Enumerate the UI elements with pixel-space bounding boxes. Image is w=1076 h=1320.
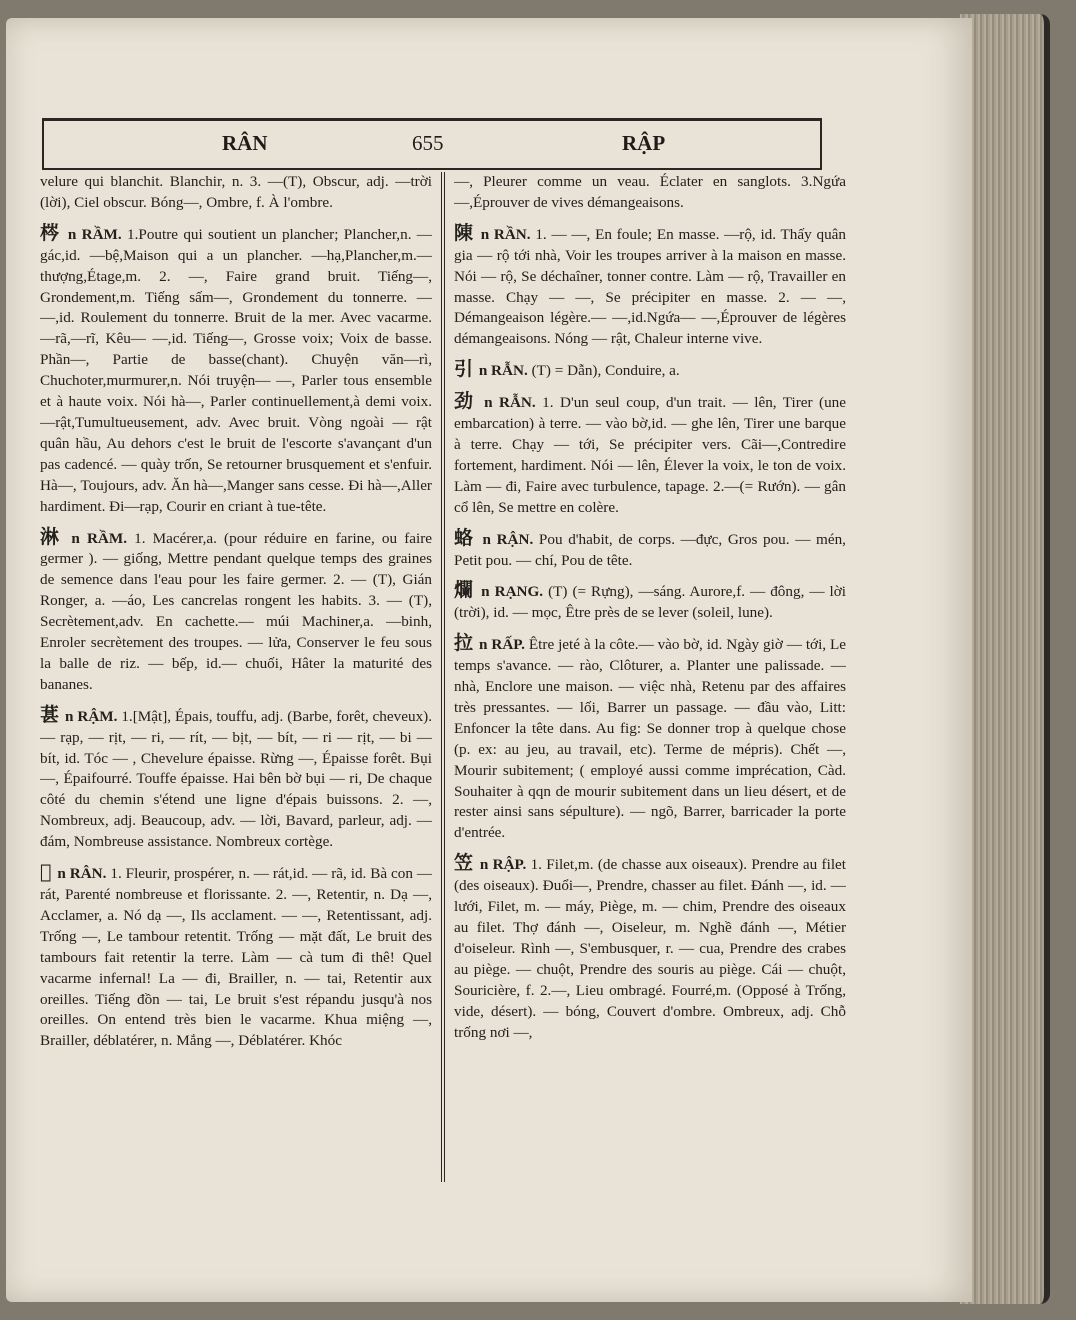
entry-text: 1. D'un seul coup, d'un trait. — lên, Tirer (une embarcation) à terre. — vào bờ,id. — ghe lên, Tirer une barque à terre. Chạy — tới, Se précipiter vers. Cãi—,Contredire fortement, hardiment. Nói — lên, Élever la voix, le ton de voix. Làm — đi, Faire avec turbulence, tapage. 2.—(= Rướn). — gân cổ lên, Se mettre en colère. (454, 394, 846, 516)
entry-character: 引 (454, 358, 474, 381)
page-edges (960, 14, 1050, 1304)
entry-text: 1. Macérer,a. (pour réduire en farine, ou faire germer ). — giống, Mettre pendant quelque temps des graines de semence dans l'eau pour les faire germer. 2. — (T), Gián Ronger, a. —áo, Les cancrelas rongent les habits. 3. — (T), Secrètement,adv. En cachette.— múi Machiner,a. —binh, Enroler secrètement des troupes. — lửa, Conserver le feu sous la balle de riz. — bếp, id.— chuối, Hâter la maturité des bananes. (40, 529, 432, 693)
entry-headword: n RẦM. (71, 529, 128, 547)
entry-character: 𠻃 (40, 861, 52, 884)
dictionary-entry (454, 853, 846, 1043)
header-right-word: RẬP (622, 131, 666, 155)
column-divider (441, 172, 445, 1182)
entry-character: 葚 (40, 703, 60, 726)
entry-headword: n RẬP. (479, 856, 527, 874)
entry-character: 蛒 (454, 526, 475, 549)
entry-character: 劲 (454, 390, 476, 413)
dictionary-entry (40, 527, 432, 696)
entry-headword: n RẦN. (480, 225, 531, 243)
entry-headword: n RÂN. (57, 865, 107, 883)
dictionary-entry (454, 359, 846, 382)
page-header (42, 118, 822, 170)
entry-character: 梣 (40, 221, 61, 244)
entry-character: 淋 (40, 525, 63, 548)
entry-text: Être jeté à la côte.— vào bờ, id. Ngày giờ — tới, Le temps s'avance. — rào, Clôturer, a. Planter une palissade. — nhà, Enclore une maison. — việc nhà, Retenu par des affaires très pressantes. — lối, Barrer un passage. — đầu vào, Litt: Enfoncer la tête dans. Au fig: Se donner trop à quelque chose (p. ex: au jeu, au travail, etc). Terme de mépris). Chết —, Mourir subitement; ( employé aussi comme imprécation, Càd. Souhaiter à qqn de mourir subitement dans un lieu désert, et de rester ainsi sans sépulture). — ngõ, Barrer, barricader la porte d'entrée. (454, 636, 846, 842)
left-continuation: velure qui blanchit. Blanchir, n. 3. —(T), Obscur, adj. —trời (lời), Ciel obscur. Bóng—, Ombre, f. À l'ombre. (40, 173, 432, 211)
entry-character: 拉 (454, 632, 474, 655)
dictionary-entry (454, 633, 846, 844)
dictionary-entry (40, 705, 432, 853)
entry-text: 1. — —, En foule; En masse. —rộ, id. Thấy quân gia — rộ tới nhà, Voir les troupes arriver à la maison en masse. Nói — rộ, Se déchaîner, tonner contre. Làm — rộ, Travailler en masse. Chạy — —, Se précipiter en masse. 2. — —, Démangeaison légère.— —,id.Ngứa— —,Éprouver de légères démangeaisons. Nóng — rật, Chaleur interne vive. (454, 225, 846, 348)
entry-text: Pou d'habit, de corps. —đực, Gros pou. — mén, Petit pou. — chí, Pou de tête. (454, 530, 846, 569)
entry-headword: n RẪN. (478, 362, 528, 380)
entry-text: 1.Poutre qui soutient un plancher; Plancher,n. —gác,id. —bệ,Maison qui a un plancher. —hạ,Plancher,m.—thượng,Étage,m. 2. —, Faire grand bruit. Tiếng—, Grondement,m. Tiếng sấm—, Grondement du tonnerre. — —,id. Roulement du tonnerre. Bruit de la mer. Avec vacarme. —rã,—rĩ, Kêu— —,id. Tiếng—, Grosse voix; Voix de basse. Phần—, Partie de basse(chant). Chuyện văn—rì, Chuchoter,murmurer,n. Nói truyện— —, Parler tous ensemble et à haute voix. Nói hà—, Parler continuellement,à demi voix.—rật,Tumultueusement, adv. Avec bruit. Vòng ngoài — rật quân hầu, Au dehors c'est le bruit de l'escorte s'avançant d'un pas cadencé. — quày trốn, Se retourner brusquement et s'enfuir. Hà—, Toujours, adv. Ăn hà—,Manger sans cesse. Đi hà—,Aller hardiment. Đi—rạp, Courir en criant à tue-tête. (40, 225, 432, 515)
right-continuation: —, Pleurer comme un veau. Éclater en sanglots. 3.Ngứa —,Éprouver de vives démangeaisons. (454, 173, 846, 211)
header-left-word: RÂN (222, 131, 268, 155)
entry-headword: n RẬM. (65, 707, 118, 725)
entry-text: (T) (= Rựng), —sáng. Aurore,f. — đông, — lời (trời), id. — mọc, Être près de se lever (soleil, lune). (454, 583, 846, 622)
dictionary-entry (40, 223, 432, 518)
entry-text: 1. Fleurir, prospérer, n. — rát,id. — rã, id. Bà con — rát, Parenté nombreuse et florissante. 2. —, Retentir, n. Dạ —, Acclamer, a. Nó dạ —, Ils acclament. — —, Retentissant, adj. Trống —, Le tambour retentit. Trống — mặt đất, Le bruit des tambours fait retentir la terre. Làm — cà tum đi thê! Quel vacarme infernal! La — đi, Brailler, n. — tai, Retentir aux oreilles. Tiếng đồn — tai, Le bruit s'est répandu jusqu'à nos oreilles. On entend très bien le vacarme. Khua miệng —, Brailler, déblatérer, n. Mắng —, Déblatérer. Khóc (40, 865, 432, 1050)
entry-headword: n RẪN. (484, 394, 536, 412)
entry-headword: n RẬN. (482, 530, 534, 548)
entry-text: (T) = Dẫn), Conduire, a. (531, 362, 680, 380)
entry-headword: n RẦM. (67, 225, 122, 243)
entry-character: 陳 (454, 221, 474, 244)
entry-character: 笠 (454, 852, 474, 875)
dictionary-entry (454, 223, 846, 350)
entry-headword: n RẠNG. (481, 583, 544, 601)
dictionary-entry (454, 391, 846, 518)
entry-text: 1. Filet,m. (de chasse aux oiseaux). Prendre au filet (des oiseaux). Đuổi—, Prendre, chasser au filet. Đánh —, id. — lưới, Filet, m. — máy, Piège, m. — chim, Prendre des oiseaux au filet. Thợ đánh —, Oiseleur, m. Nghề đánh —, Métier d'oiseleur. Rình —, S'embusquer, r. — cua, Prendre des crabes au piège. — chuột, Prendre des souris au piège. Cái — chuột, Souricière, f. 2.—, Lieu ombragé. Fourré,m. (Opposé à Trống, vide, désert). — bóng, Couvert d'ombre. Ombreux, adj. Chỗ trống nơi —, (454, 856, 846, 1041)
right-column (454, 172, 846, 1192)
entry-character: 爛 (454, 579, 475, 602)
dictionary-entry (454, 580, 846, 624)
dictionary-entry (454, 528, 846, 572)
left-column (40, 172, 432, 1192)
entry-text: 1.[Mật], Épais, touffu, adj. (Barbe, forêt, cheveux). — rạp, — rịt, — ri, — rít, — bịt, — bít, — ri — rịt, — bi — bít, id. Tóc — , Chevelure épaisse. Rừng —, Épaisse forêt. Bụi —, Épaifourré. Touffe épaisse. Hai bên bờ bụi — ri, De chaque côté du chemin s'étend une ligne d'épais buissons. 2. —, Nombreux, adj. Beaucoup, adv. — lời, Bavard, parleur, adj. — đám, Nombreuse assistance. Nombreux cortège. (40, 707, 432, 851)
dictionary-entry (40, 862, 432, 1052)
entry-headword: n RẤP. (479, 636, 525, 654)
page-number: 655 (412, 131, 444, 155)
